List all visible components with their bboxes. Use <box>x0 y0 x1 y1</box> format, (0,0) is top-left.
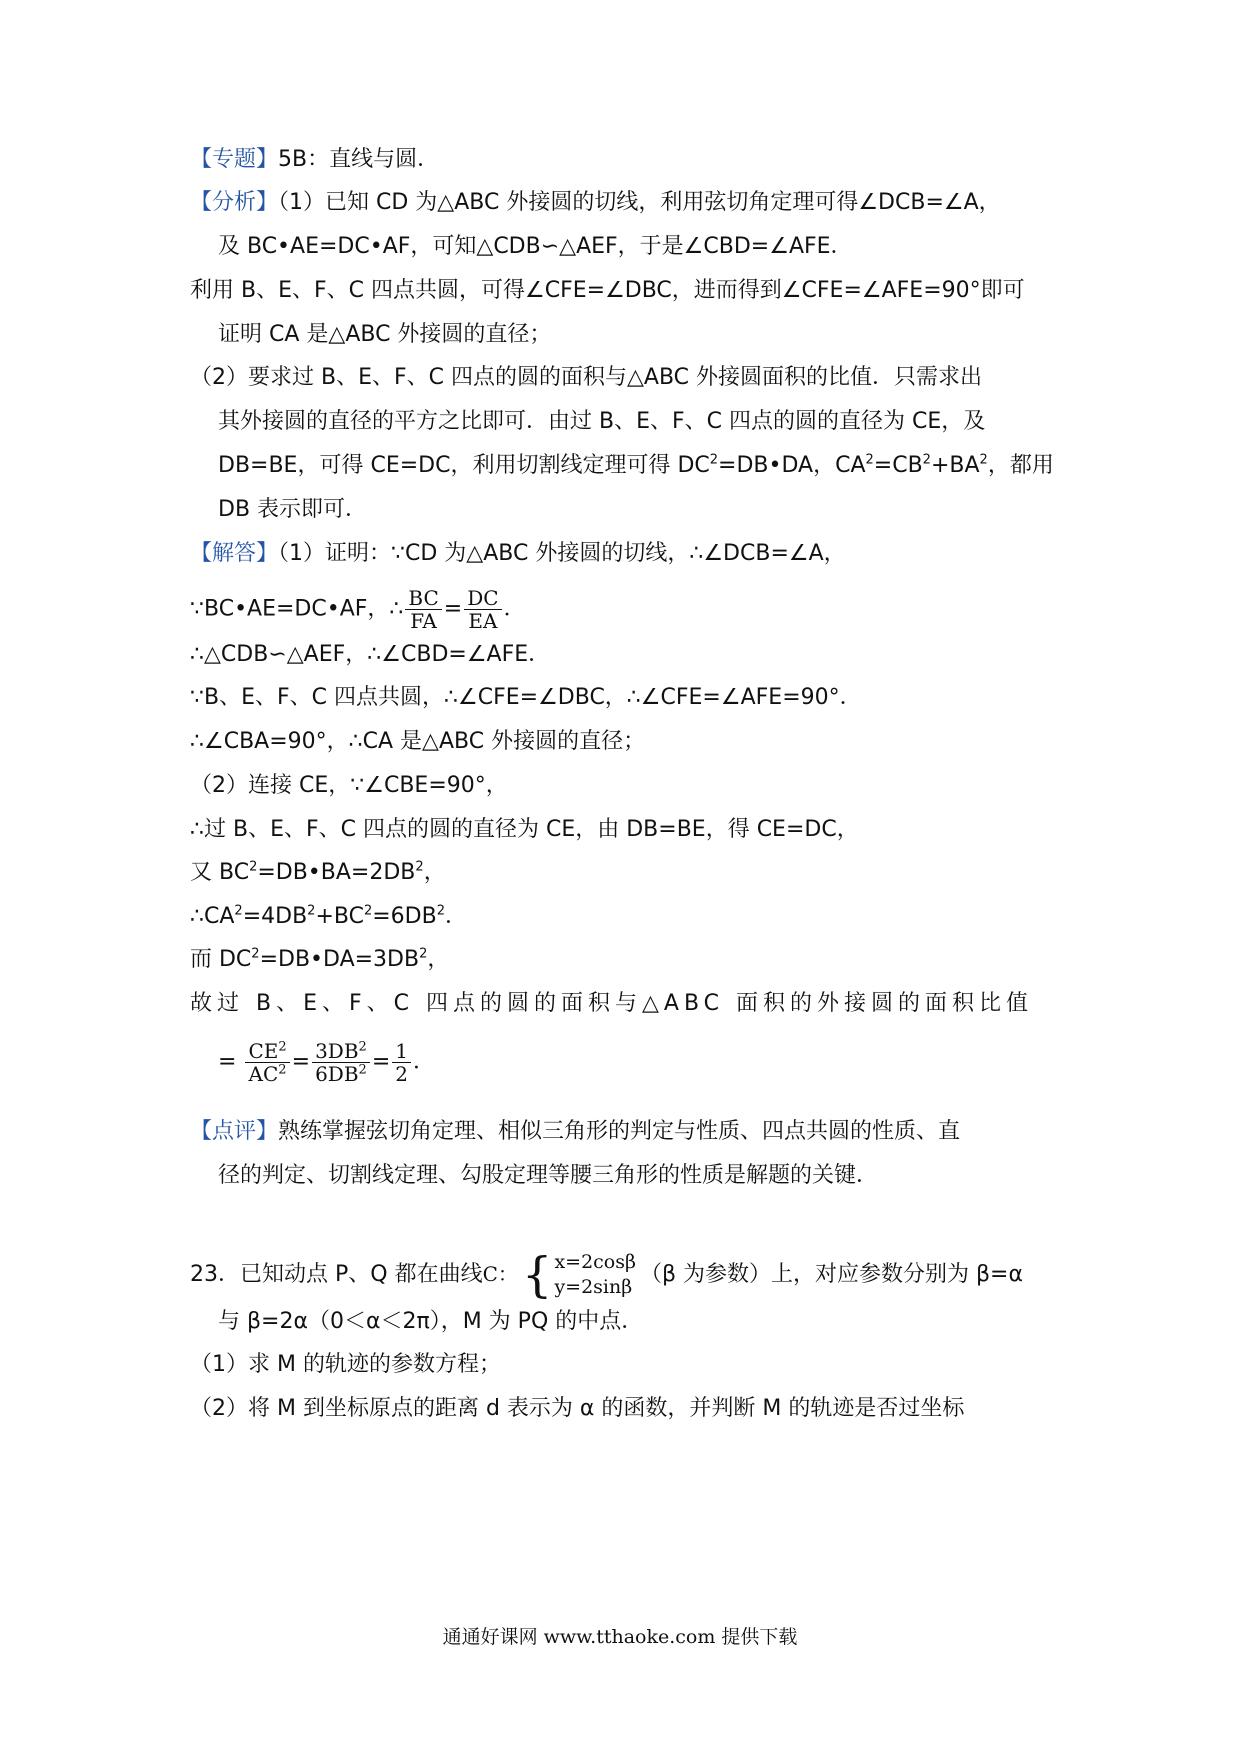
analysis-line-5: （2）要求过 B、E、F、C 四点的圆的面积与△ABC 外接圆面积的比值．只需求出 <box>190 365 983 390</box>
problem-23-part-1: （1）求 M 的轨迹的参数方程； <box>190 1352 501 1377</box>
solution-line-5: ∴∠CBA=90°，∴CA 是△ABC 外接圆的直径； <box>190 729 646 754</box>
solution-line-2: ∵BC•AE=DC•AF，∴ $\frac{BC}{FA}$ = $\frac{DC}{EA}$ ． <box>190 586 526 633</box>
analysis-line-2: 及 BC•AE=DC•AF，可知△CDB∽△AEF，于是∠CBD=∠AFE． <box>218 234 853 259</box>
analysis-line-4: 证明 CA 是△ABC 外接圆的直径； <box>218 322 552 347</box>
comment-tag: 【点评】 <box>190 1119 279 1144</box>
solution-line-3: ∴△CDB∽△AEF，∴∠CBD=∠AFE． <box>190 642 551 667</box>
solution-line-1: 【解答】（1）证明：∵CD 为△ABC 外接圆的切线，∴∠DCB=∠A， <box>190 541 846 566</box>
solution-line-9: $\therefore CA^2=4DB^2+BC^2=6DB^2$． <box>190 903 468 929</box>
topic-tag: 【专题】 <box>190 147 279 172</box>
problem-23-part-2: （2）将 M 到坐标原点的距离 d 表示为 α 的函数，并判断 M 的轨迹是否过坐标 <box>190 1396 965 1421</box>
analysis-line-1: 【分析】（1）已知 CD 为△ABC 外接圆的切线，利用弦切角定理可得∠DCB=∠A， <box>190 190 1001 215</box>
solution-line-4: ∵B、E、F、C 四点共圆，∴∠CFE=∠DBC，∴∠CFE=∠AFE=90°． <box>190 685 862 710</box>
comment-line-2: 径的判定、切割线定理、勾股定理等腰三角形的性质是解题的关键． <box>218 1163 879 1188</box>
problem-23-line-1: 23．已知动点 P、Q 都在曲线C： { x=2cosβ y=2sinβ （β 为参数）上，对应参数分别为 β=α <box>190 1247 1023 1303</box>
solution-tag: 【解答】 <box>190 541 279 566</box>
solution-line-6: （2）连接 CE，∵∠CBE=90°， <box>190 773 508 798</box>
comment-line-1: 【点评】熟练掌握弦切角定理、相似三角形的判定与性质、四点共圆的性质、直 <box>190 1119 961 1144</box>
analysis-line-8: DB 表示即可． <box>218 497 368 522</box>
fraction-one-half: $\frac{1}{2}$ <box>392 1040 411 1085</box>
analysis-line-7: DB=BE，可得 CE=DC，利用切割线定理可得 $DC^2=DB•DA$，$CA^2=CB^2+BA^2$，都用 <box>218 452 1054 478</box>
solution-line-10: 而 $DC^2=DB•DA=3DB^2$， <box>190 946 450 972</box>
analysis-tag: 【分析】 <box>190 190 279 215</box>
page-footer: 通通好课网 www.tthaoke.com 提供下载 <box>442 1626 798 1648</box>
solution-line-12: = $\frac{CE^2}{AC^2}$ = $\frac{3DB^2}{6DB^2}$ = $\frac{1}{2}$ ． <box>218 1039 435 1086</box>
problem-23-line-2: 与 β=2α（0＜α＜2π），M 为 PQ 的中点． <box>218 1309 644 1334</box>
topic-text: 5B：直线与圆． <box>278 147 440 172</box>
topic-line <box>190 145 439 175</box>
fraction-bc-fa: $\frac{BC}{FA}$ <box>405 587 441 632</box>
fraction-3db-6db: $\frac{3DB^2}{6DB^2}$ <box>312 1040 370 1085</box>
solution-line-11: 故过 B、E、F、C 四点的圆的面积与△ABC 面积的外接圆的面积比值 <box>190 991 1034 1016</box>
analysis-line-3: 利用 B、E、F、C 四点共圆，可得∠CFE=∠DBC，进而得到∠CFE=∠AFE=90°即可 <box>190 278 1025 303</box>
fraction-dc-ea: $\frac{DC}{EA}$ <box>464 587 501 632</box>
fraction-ce-ac: $\frac{CE^2}{AC^2}$ <box>245 1040 289 1085</box>
brace-icon: { <box>521 1247 553 1303</box>
solution-line-7: ∴过 B、E、F、C 四点的圆的直径为 CE，由 DB=BE，得 CE=DC， <box>190 817 859 842</box>
analysis-line-6: 其外接圆的直径的平方之比即可．由过 B、E、F、C 四点的圆的直径为 CE，及 <box>218 409 986 434</box>
parametric-system: { x=2cosβ y=2sinβ <box>521 1247 636 1303</box>
solution-line-8: 又 $BC^2=DB•BA=2DB^2$， <box>190 859 446 885</box>
